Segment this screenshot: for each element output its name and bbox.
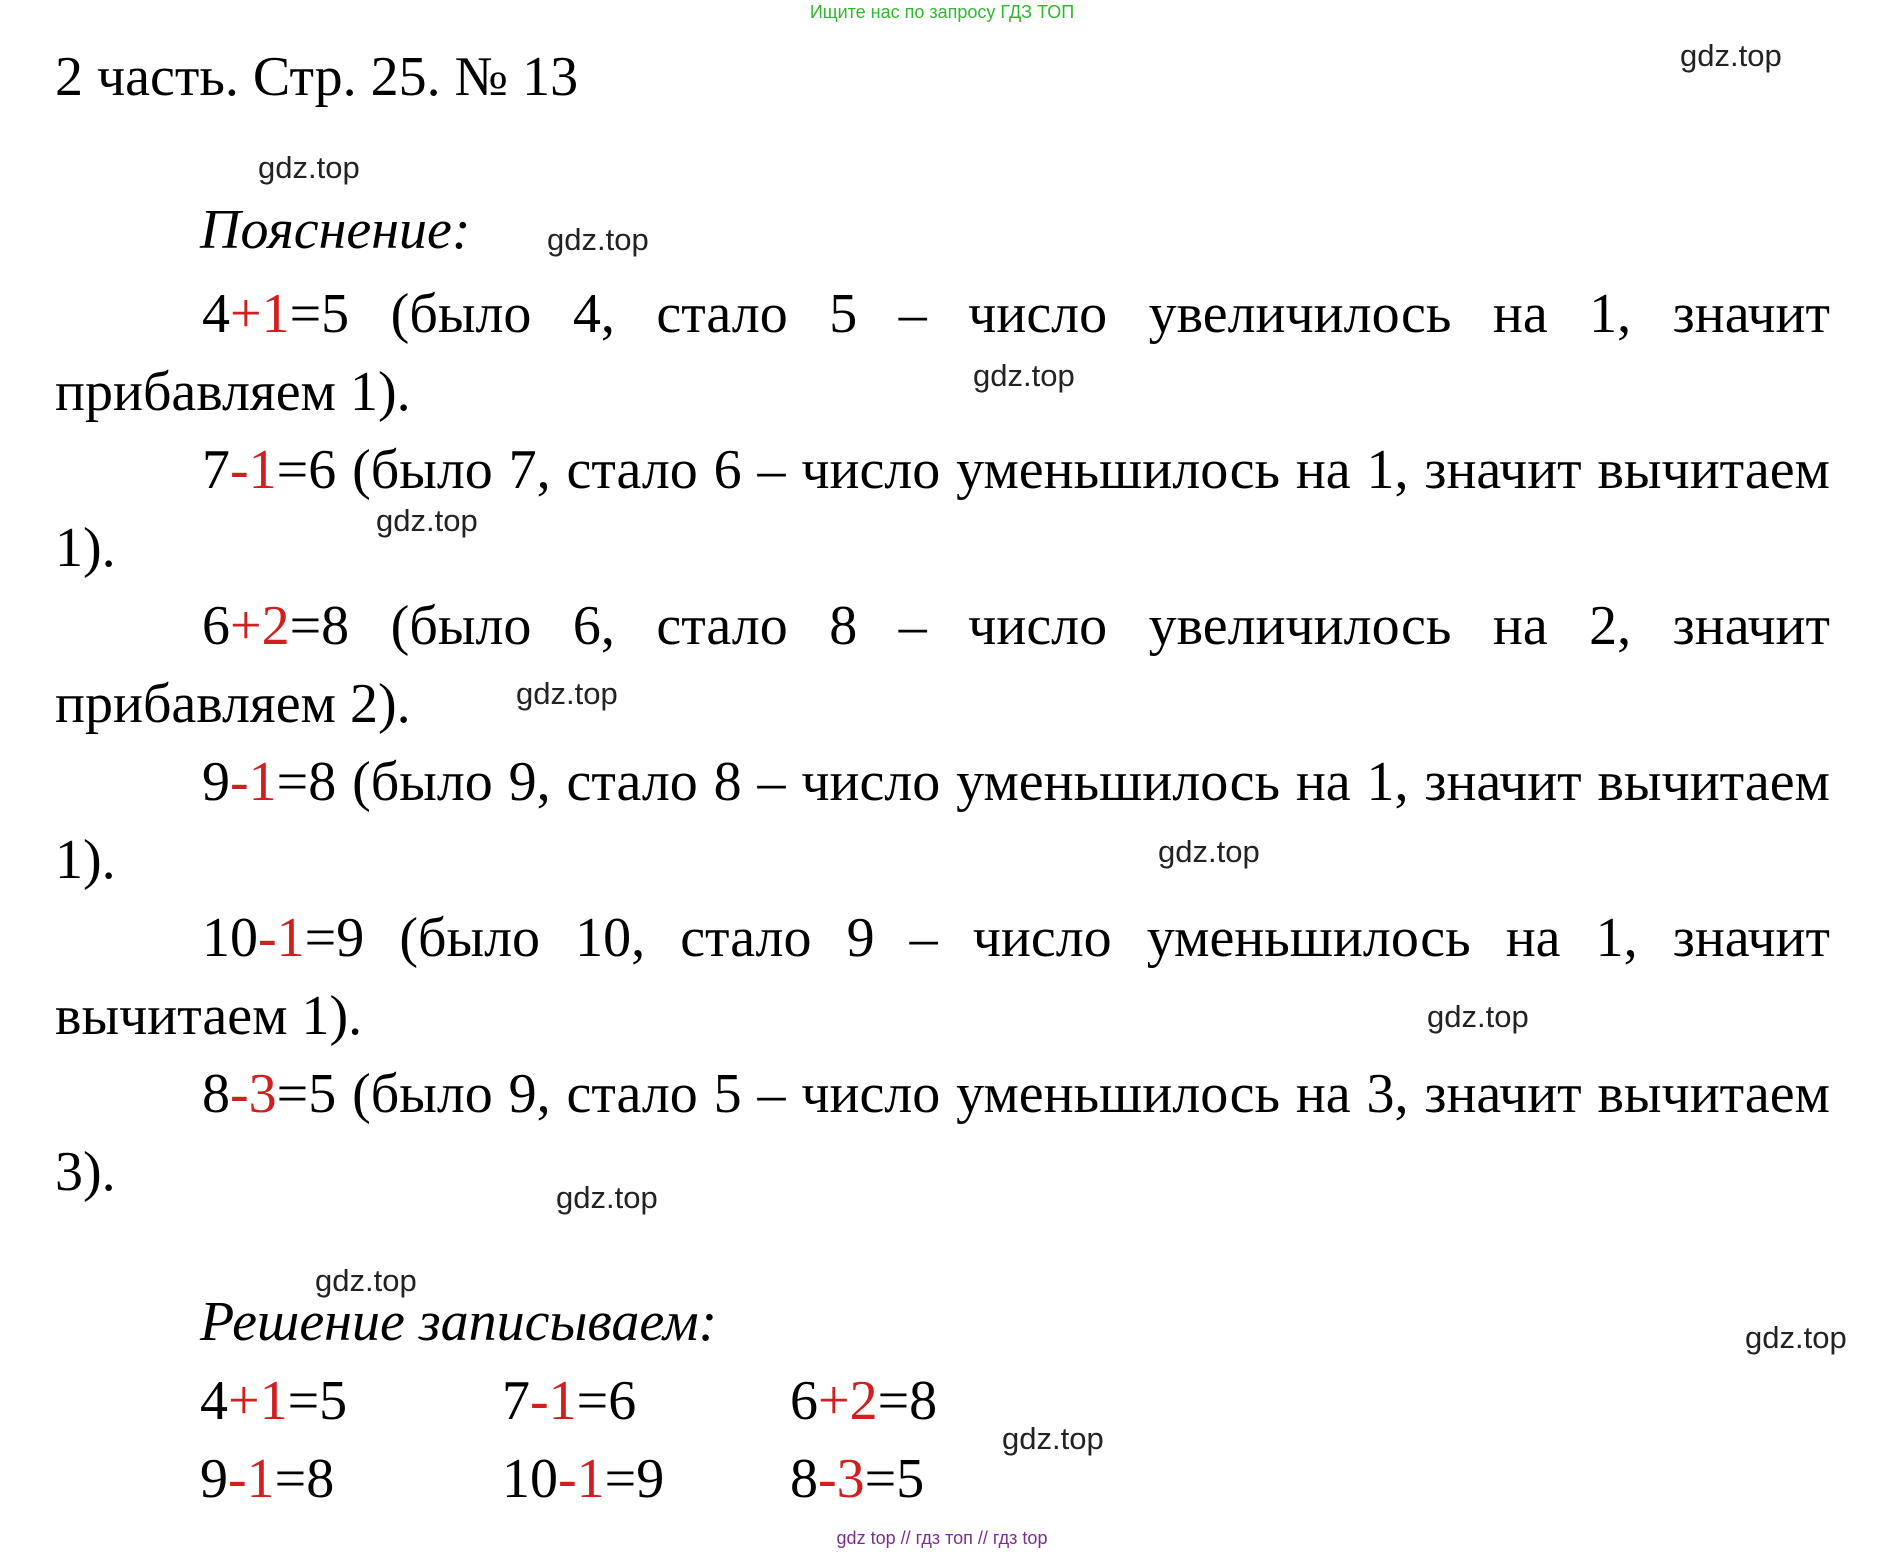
result: =8 bbox=[289, 595, 350, 657]
operand-a: 9 bbox=[202, 751, 230, 813]
operator: - bbox=[230, 751, 249, 813]
watermark: gdz.top bbox=[1745, 1320, 1847, 1355]
operand-b: 1 bbox=[248, 439, 277, 501]
operand-a: 7 bbox=[202, 439, 230, 501]
top-banner: Ищите нас по запросу ГДЗ ТОП bbox=[809, 2, 1075, 22]
operand-a: 10 bbox=[202, 907, 258, 969]
watermark: gdz.top bbox=[1680, 38, 1782, 73]
solution-equation bbox=[790, 1440, 1090, 1518]
watermark: gdz.top bbox=[556, 1180, 658, 1215]
watermark: gdz.top bbox=[315, 1263, 417, 1298]
operand-a: 4 bbox=[202, 283, 230, 345]
result: =9 bbox=[604, 1448, 665, 1510]
operand-a: 8 bbox=[202, 1063, 230, 1125]
result: =9 bbox=[304, 907, 365, 969]
result: =5 bbox=[864, 1448, 925, 1510]
operand-b: 1 bbox=[276, 907, 305, 969]
explanation-text: (было 9, стало 5 – число уменьшилось на 3, значит вычитаем 3). bbox=[55, 1063, 1830, 1203]
watermark: gdz.top bbox=[547, 222, 649, 257]
explanation-text: (было 6, стало 8 – число увеличилось на 2, значит прибавляем 2). bbox=[55, 595, 1830, 735]
explanation-item bbox=[55, 1055, 1830, 1211]
result: =8 bbox=[276, 751, 337, 813]
explanation-item bbox=[55, 587, 1830, 743]
operand-a: 6 bbox=[790, 1370, 818, 1432]
operator: - bbox=[530, 1370, 549, 1432]
explanation-item bbox=[55, 275, 1830, 431]
page-title: 2 часть. Стр. 25. № 13 bbox=[55, 46, 579, 108]
explanation-item bbox=[55, 743, 1830, 899]
watermark: gdz.top bbox=[1427, 999, 1529, 1034]
explanation-text: (было 10, стало 9 – число уменьшилось на 1, значит вычитаем 1). bbox=[55, 907, 1830, 1047]
result: =8 bbox=[274, 1448, 335, 1510]
operand-b: 1 bbox=[246, 1448, 275, 1510]
watermark: gdz.top bbox=[1002, 1421, 1104, 1456]
explanation-text: (было 9, стало 8 – число уменьшилось на 1, значит вычитаем 1). bbox=[55, 751, 1830, 891]
solution-equation bbox=[502, 1440, 790, 1518]
operand-a: 4 bbox=[200, 1370, 228, 1432]
operand-b: 1 bbox=[548, 1370, 577, 1432]
explanation-text: (было 4, стало 5 – число увеличилось на 1, значит прибавляем 1). bbox=[55, 283, 1830, 423]
operand-b: 1 bbox=[259, 1370, 288, 1432]
operator: - bbox=[230, 439, 249, 501]
operand-b: 3 bbox=[836, 1448, 865, 1510]
watermark: gdz.top bbox=[258, 150, 360, 185]
result: =5 bbox=[287, 1370, 348, 1432]
watermark: gdz.top bbox=[1158, 834, 1260, 869]
result: =5 bbox=[276, 1063, 337, 1125]
watermark: gdz.top bbox=[973, 358, 1075, 393]
operator: - bbox=[228, 1448, 247, 1510]
solution-equation bbox=[502, 1362, 790, 1440]
operator: - bbox=[818, 1448, 837, 1510]
explanation-list bbox=[55, 275, 1830, 1211]
operator: + bbox=[230, 595, 262, 657]
watermark: gdz.top bbox=[376, 503, 478, 538]
operand-b: 2 bbox=[261, 595, 290, 657]
result: =8 bbox=[877, 1370, 938, 1432]
operator: + bbox=[230, 283, 262, 345]
explanation-text: (было 7, стало 6 – число уменьшилось на 1, значит вычитаем 1). bbox=[55, 439, 1830, 579]
solution-equation bbox=[790, 1362, 1090, 1440]
operator: - bbox=[230, 1063, 249, 1125]
explanation-heading: Пояснение: bbox=[200, 199, 471, 261]
explanation-item bbox=[55, 431, 1830, 587]
operand-a: 9 bbox=[200, 1448, 228, 1510]
operand-a: 7 bbox=[502, 1370, 530, 1432]
operator: - bbox=[258, 907, 277, 969]
operand-b: 1 bbox=[261, 283, 290, 345]
operator: + bbox=[228, 1370, 260, 1432]
bottom-banner: gdz top // гдз топ // гдз top bbox=[836, 1528, 1048, 1548]
operand-b: 2 bbox=[849, 1370, 878, 1432]
operator: - bbox=[558, 1448, 577, 1510]
explanation-item bbox=[55, 899, 1830, 1055]
operand-a: 6 bbox=[202, 595, 230, 657]
solution-equation bbox=[200, 1440, 502, 1518]
solution-equation bbox=[200, 1362, 502, 1440]
operand-b: 1 bbox=[248, 751, 277, 813]
result: =6 bbox=[576, 1370, 637, 1432]
solution-grid bbox=[200, 1362, 1090, 1518]
result: =6 bbox=[276, 439, 337, 501]
result: =5 bbox=[289, 283, 350, 345]
watermark: gdz.top bbox=[516, 676, 618, 711]
operand-b: 1 bbox=[576, 1448, 605, 1510]
operator: + bbox=[818, 1370, 850, 1432]
operand-a: 8 bbox=[790, 1448, 818, 1510]
operand-a: 10 bbox=[502, 1448, 558, 1510]
operand-b: 3 bbox=[248, 1063, 277, 1125]
solution-heading: Решение записываем: bbox=[200, 1291, 718, 1353]
